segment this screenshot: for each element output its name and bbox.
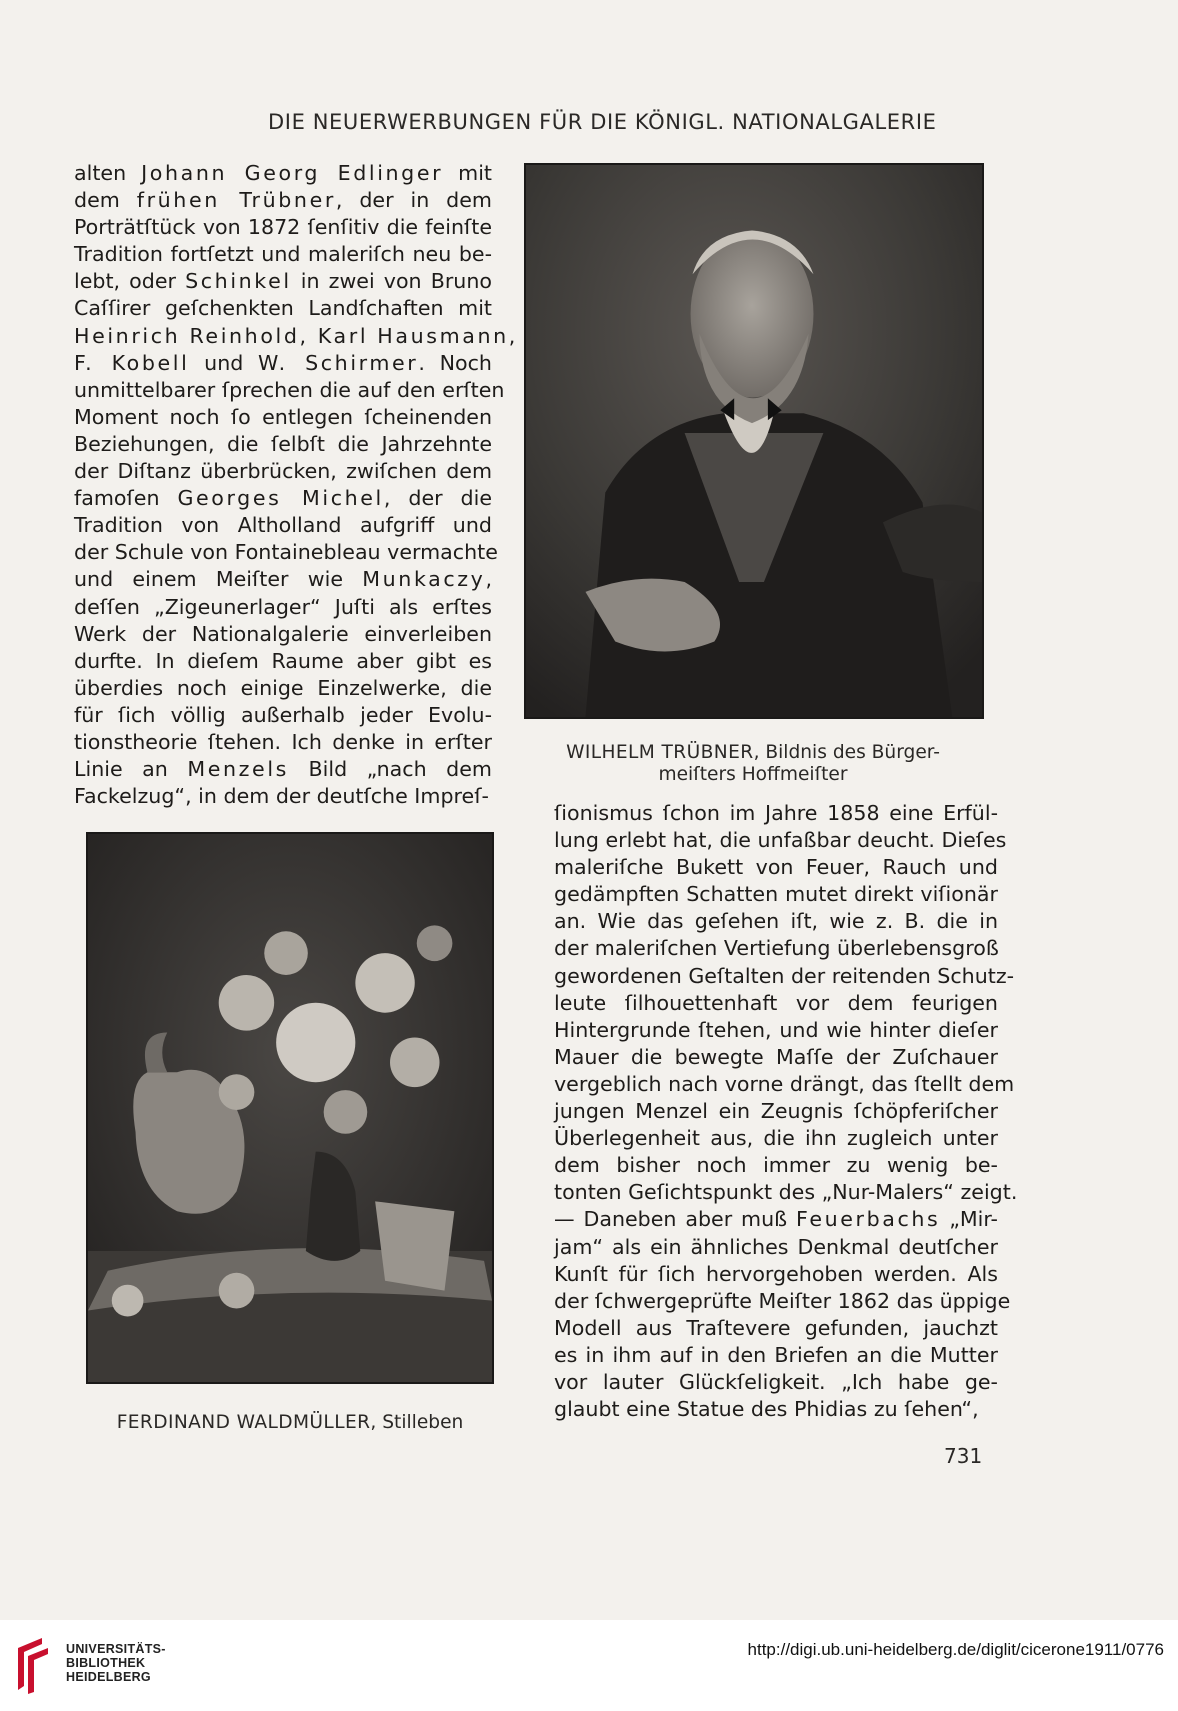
text-line: [74, 214, 492, 241]
text-line: [74, 485, 492, 512]
text-line: [554, 827, 1007, 854]
portrait-caption-text: , Bildnis des Bürger-: [753, 742, 940, 763]
text-line: [554, 1369, 998, 1396]
text-segment: und einem Meiſter wie: [74, 567, 363, 592]
text-segment: vergeblich nach vorne drängt, das ſtellt dem: [554, 1071, 1015, 1096]
text-segment: ,: [485, 567, 492, 592]
text-line: [74, 648, 492, 675]
left-text-column: [74, 160, 518, 810]
text-segment: glaubt eine Statue des Phidias zu ſehen“,: [554, 1397, 979, 1422]
text-line: [74, 756, 492, 783]
university-library-name: [66, 1642, 166, 1684]
running-header: DIE NEUERWERBUNGEN FÜR DIE KÖNIGL. NATIONALGALERIE: [268, 110, 937, 134]
text-segment: und: [189, 350, 259, 375]
text-line: [74, 431, 492, 458]
text-segment: Hintergrunde ſtehen, und wie hinter dieſer: [554, 1017, 998, 1042]
text-line: [554, 1261, 998, 1288]
spaced-name: Feuerbachs: [796, 1207, 941, 1232]
right-text-column: [554, 800, 1018, 1423]
text-line: [74, 187, 492, 214]
text-segment: alten: [74, 161, 142, 185]
text-segment: der Diſtanz überbrücken, zwiſchen dem: [74, 459, 492, 484]
text-line: [554, 908, 998, 935]
logo-line: UNIVERSITÄTS-: [66, 1642, 166, 1656]
spaced-name: Georges Michel: [177, 486, 384, 511]
text-line: [554, 1044, 998, 1071]
text-segment: . Noch: [418, 350, 492, 375]
text-segment: mit: [443, 161, 492, 185]
text-segment: , der in dem: [335, 188, 492, 213]
text-line: [74, 323, 518, 350]
text-line: [74, 268, 492, 295]
portrait-caption: [530, 742, 976, 786]
text-line: [74, 458, 492, 485]
still-life-caption-text: , Stilleben: [370, 1412, 464, 1433]
text-segment: jungen Menzel ein Zeugnis ſchöpferiſcher: [554, 1099, 998, 1124]
text-line: [74, 350, 492, 377]
page-number: 731: [944, 1444, 983, 1468]
text-segment: Werk der Nationalgalerie einverleiben: [74, 621, 492, 646]
text-segment: „Mir-: [940, 1207, 998, 1232]
text-line: [554, 1179, 1018, 1206]
text-line: [74, 295, 492, 322]
text-line: [74, 675, 492, 702]
text-line: [74, 377, 505, 404]
text-line: [554, 1315, 998, 1342]
portrait-painting-image: [524, 163, 984, 719]
text-line: [74, 539, 498, 566]
text-line: [554, 1017, 998, 1044]
text-segment: Moment noch ſo entlegen ſcheinenden: [74, 404, 492, 429]
text-segment: an. Wie das geſehen iſt, wie z. B. die in: [554, 909, 998, 934]
logo-line: BIBLIOTHEK: [66, 1656, 146, 1670]
spaced-name: F. Kobell: [74, 350, 190, 375]
text-line: [554, 1234, 998, 1261]
text-line: [74, 160, 492, 187]
text-segment: maleriſche Bukett von Feuer, Rauch und: [554, 855, 998, 880]
text-segment: gedämpften Schatten mutet direkt viſionär: [554, 882, 998, 907]
text-segment: Modell aus Traſtevere gefunden, jauchzt: [554, 1315, 998, 1340]
text-line: [554, 963, 1015, 990]
text-segment: Kunſt für ſich hervorgehoben werden. Als: [554, 1261, 998, 1286]
university-library-logo-icon: [12, 1634, 54, 1696]
portrait-artist-name: WILHELM TRÜBNER: [566, 742, 754, 763]
text-segment: jam“ als ein ähnliches Denkmal deutſcher: [554, 1234, 998, 1259]
text-segment: Porträtſtück von 1872 ſenſitiv die feinſte: [74, 215, 492, 240]
text-segment: der ſchwergeprüfte Meiſter 1862 das üppige: [554, 1288, 1011, 1313]
text-segment: Caſſirer geſchenkten Landſchaften mit: [74, 296, 492, 321]
text-line: [74, 566, 492, 593]
text-line: [554, 1071, 1015, 1098]
text-segment: tionstheorie ſtehen. Ich denke in erſter: [74, 729, 492, 754]
text-segment: vor lauter Glückſeligkeit. „Ich habe ge-: [554, 1369, 998, 1394]
text-line: [74, 594, 492, 621]
text-line: [74, 783, 492, 810]
text-segment: in zwei von Bruno: [291, 269, 492, 294]
text-segment: gewordenen Geſtalten der reitenden Schutz-: [554, 963, 1015, 988]
spaced-name: Heinrich Reinhold, Karl Hausmann,: [74, 323, 518, 348]
text-segment: , der die: [383, 486, 492, 511]
text-line: [554, 1288, 1011, 1315]
source-url-link[interactable]: http://digi.ub.uni-heidelberg.de/diglit/cicerone1911/0776: [747, 1640, 1164, 1659]
text-segment: lebt, oder: [74, 269, 186, 294]
text-line: [74, 729, 492, 756]
spaced-name: W. Schirmer: [258, 350, 419, 375]
text-segment: leute ſilhouettenhaft vor dem feurigen: [554, 990, 998, 1015]
text-segment: Beziehungen, die ſelbſt die Jahrzehnte: [74, 431, 492, 456]
text-segment: durfte. In dieſem Raume aber gibt es: [74, 648, 492, 673]
text-segment: tonten Geſichtspunkt des „Nur-Malers“ zeigt.: [554, 1180, 1018, 1205]
text-line: [74, 404, 492, 431]
text-segment: ſionismus ſchon im Jahre 1858 eine Erfül-: [554, 801, 998, 825]
text-line: [554, 1396, 998, 1423]
spaced-name: Johann Georg Edlinger: [141, 161, 444, 185]
text-segment: Linie an: [74, 757, 188, 782]
still-life-caption: [86, 1412, 494, 1434]
text-line: [554, 935, 998, 962]
text-segment: lung erlebt hat, die unfaßbar deucht. Dieſes: [554, 828, 1007, 853]
portrait-caption-text-2: meiſters Hoffmeiſter: [658, 764, 848, 785]
text-segment: famoſen: [74, 486, 178, 511]
text-line: [554, 1206, 998, 1233]
spaced-name: frühen Trübner: [136, 188, 336, 213]
text-segment: unmittelbarer ſprechen die auf den erſten: [74, 377, 505, 402]
text-segment: Mauer die bewegte Maſſe der Zuſchauer: [554, 1044, 998, 1069]
viewer-footer: [0, 1620, 1178, 1711]
text-line: [554, 854, 998, 881]
text-line: [74, 512, 492, 539]
text-segment: der maleriſchen Vertiefung überlebensgroß: [554, 936, 999, 961]
text-line: [554, 990, 998, 1017]
text-line: [554, 881, 998, 908]
text-line: [554, 1342, 998, 1369]
text-segment: für ſich völlig außerhalb jeder Evolu-: [74, 702, 492, 727]
still-life-painting-image: [86, 832, 494, 1384]
still-life-artist-name: FERDINAND WALDMÜLLER: [116, 1412, 371, 1433]
spaced-name: Munkaczy: [362, 567, 486, 592]
text-segment: dem: [74, 188, 137, 213]
text-segment: es in ihm auf in den Briefen an die Mutter: [554, 1342, 998, 1367]
text-segment: Tradition von Altholland aufgriff und: [74, 513, 492, 538]
text-segment: dem bisher noch immer zu wenig be-: [554, 1153, 998, 1178]
logo-line: HEIDELBERG: [66, 1670, 151, 1684]
spaced-name: Schinkel: [185, 269, 292, 294]
text-line: [74, 702, 492, 729]
text-segment: der Schule von Fontainebleau vermachte: [74, 540, 498, 565]
spaced-name: Menzels: [187, 757, 289, 782]
text-segment: Bild „nach dem: [288, 757, 492, 782]
text-segment: Tradition fortſetzt und maleriſch neu be-: [74, 242, 492, 267]
text-line: [554, 1152, 998, 1179]
text-line: [554, 800, 998, 827]
text-segment: überdies noch einige Einzelwerke, die: [74, 675, 492, 700]
text-line: [554, 1125, 998, 1152]
text-segment: Fackelzug“, in dem der deutſche Impreſ-: [74, 784, 489, 809]
text-segment: deſſen „Zigeunerlager“ Juſti als erſtes: [74, 594, 492, 619]
text-line: [74, 621, 492, 648]
text-segment: — Daneben aber muß: [554, 1207, 796, 1232]
text-line: [74, 241, 492, 268]
text-segment: Überlegenheit aus, die ihn zugleich unter: [554, 1126, 998, 1151]
text-line: [554, 1098, 998, 1125]
